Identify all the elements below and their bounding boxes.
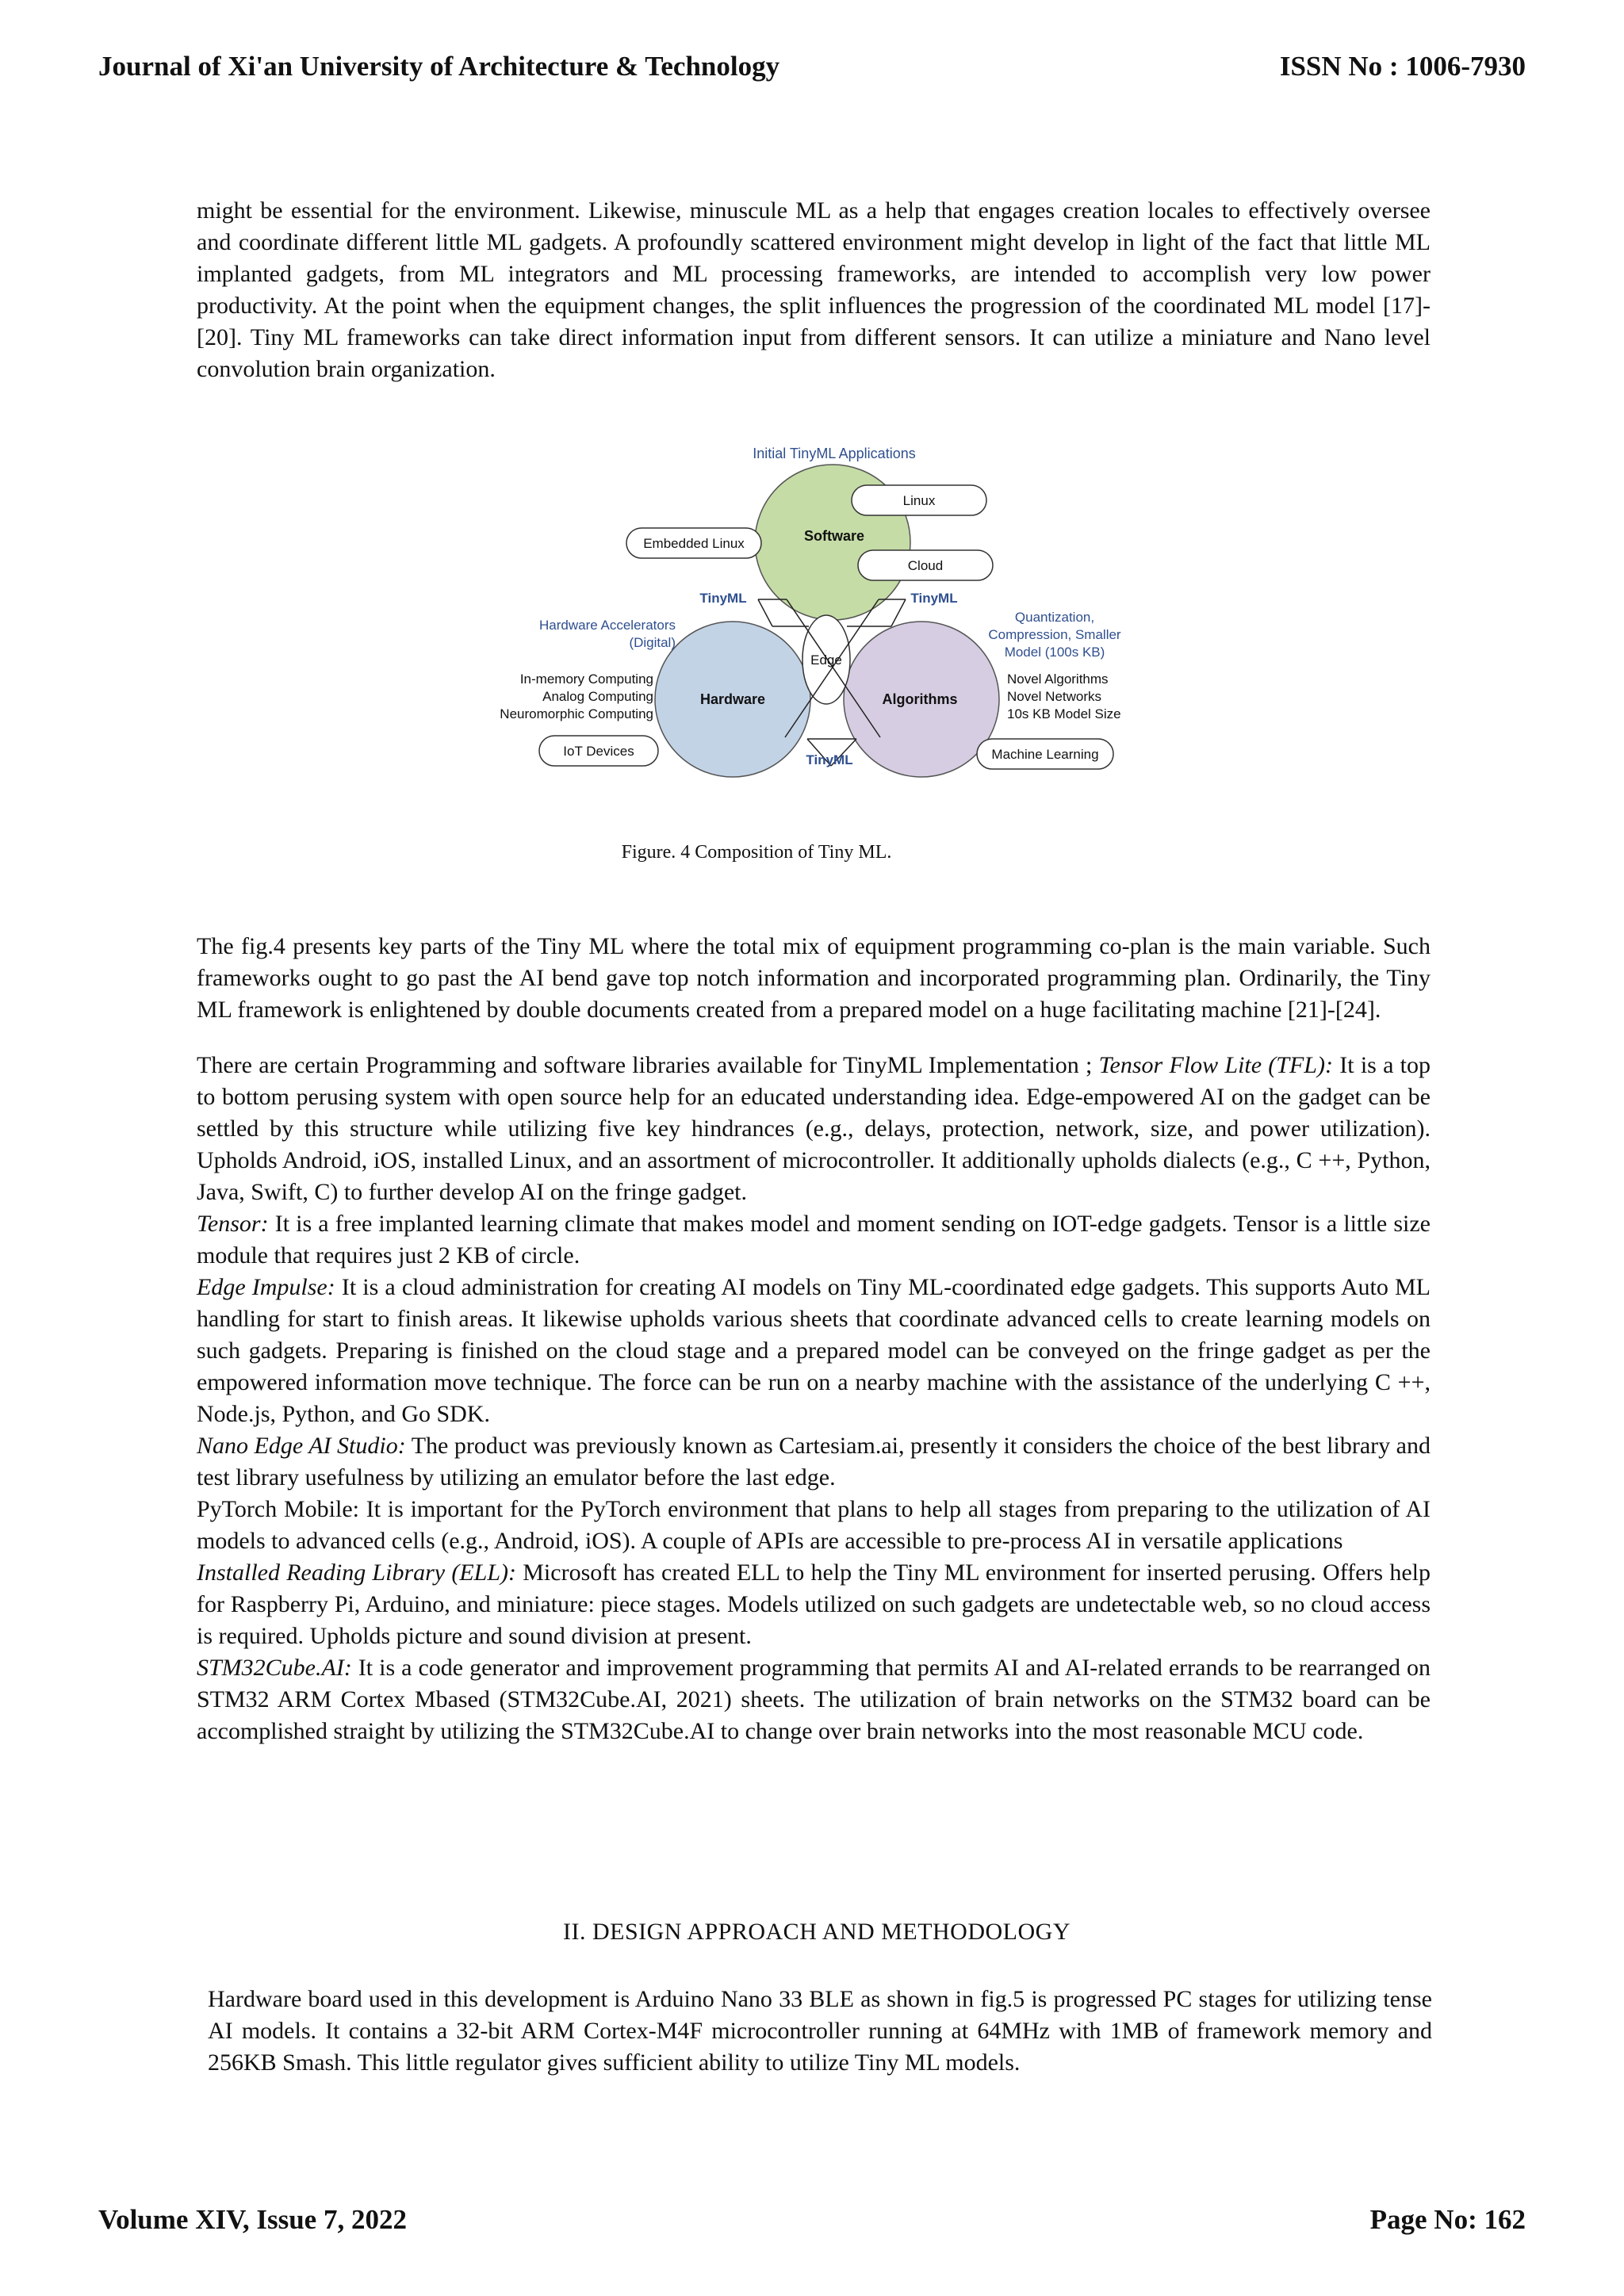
- tinyml-left-label: TinyML: [699, 591, 747, 606]
- ell-text: Microsoft has created ELL to help the Tiny ML environment for inserted perusing. Offers help for Raspberry Pi, Arduino, and miniature: piece stages. Models utilized on such gadgets are undetectable web, so no cloud access is required. Upholds picture and sound division at present.: [197, 1559, 1431, 1649]
- body-text-top: [197, 195, 1431, 385]
- ell-name: Installed Reading Library (ELL):: [197, 1559, 517, 1586]
- tensor-paragraph: [197, 1208, 1431, 1272]
- alg-list-3: 10s KB Model Size: [1007, 706, 1121, 721]
- tensor-name: Tensor:: [197, 1211, 269, 1237]
- ell-paragraph: [197, 1557, 1431, 1652]
- tensor-text: It is a free implanted learning climate that makes model and moment sending on IOT-edge gadgets. Tensor is a little size module that requires just 2 KB of circle.: [197, 1211, 1431, 1269]
- page-header: [98, 51, 1526, 82]
- hw-list-3: Neuromorphic Computing: [500, 706, 653, 721]
- figure-tinyml-composition: [468, 438, 1166, 786]
- algorithms-label: Algorithms: [882, 691, 958, 707]
- edge-label: Edge: [810, 652, 842, 668]
- edge-impulse-text: It is a cloud administration for creating AI models on Tiny ML-coordinated edge gadgets. This supports Auto ML handling for start to finish areas. It likewise upholds various sheets that coordinate advanced cells to create learning models on such gadgets. Preparing is finished on the cloud stage and a prepared model can be conveyed on the fringe gadget as per the empowered information move technique. The force can be run on a nearby machine with the assistance of the underlying C ++, Node.js, Python, and Go SDK.: [197, 1274, 1431, 1427]
- tfl-name: Tensor Flow Lite (TFL):: [1098, 1052, 1333, 1078]
- alg-list-1: Novel Algorithms: [1007, 672, 1109, 687]
- cloud-label: Cloud: [907, 558, 944, 573]
- volume-issue: Volume XIV, Issue 7, 2022: [98, 2204, 407, 2235]
- hw-list-1: In-memory Computing: [519, 672, 653, 687]
- figure-title: Initial TinyML Applications: [753, 446, 916, 461]
- paragraph-2: The fig.4 presents key parts of the Tiny ML where the total mix of equipment programming co-plan is the main variable. Such frameworks ought to go past the AI bend gave top notch information and incorporated programming plan. Ordinarily, the Tiny ML framework is enlightened by double documents created from a prepared model on a huge facilitating machine [21]-[24].: [197, 933, 1431, 1023]
- quant-line-2: Compression, Smaller: [988, 627, 1121, 642]
- nano-edge-name: Nano Edge AI Studio:: [197, 1433, 406, 1459]
- hardware-label: Hardware: [699, 691, 766, 707]
- quant-line-1: Quantization,: [1014, 610, 1095, 625]
- hw-list-2: Analog Computing: [542, 689, 653, 704]
- body-text-design: [208, 1984, 1432, 2079]
- embedded-linux-label: Embedded Linux: [643, 536, 745, 551]
- stm32-text: It is a code generator and improvement programming that permits AI and AI-related errands to be rearranged on STM32 ARM Cortex Mbased (STM32Cube.AI, 2021) sheets. The utilization of brain networks on the STM32 board can be accomplished straight by utilizing the STM32Cube.AI to change over brain networks into the most reasonable MCU code.: [197, 1655, 1431, 1744]
- pytorch-paragraph: PyTorch Mobile: It is important for the PyTorch environment that plans to help all stages from preparing to the utilization of AI models to advanced cells (e.g., Android, iOS). A couple of APIs are accessible to pre-process AI in versatile applications: [197, 1496, 1431, 1554]
- libraries-paragraph: [197, 1050, 1431, 1208]
- issn: ISSN No : 1006-7930: [1279, 51, 1526, 82]
- page-number: Page No: 162: [1369, 2204, 1526, 2235]
- hw-accel-line-1: Hardware Accelerators: [539, 618, 676, 633]
- nano-edge-text: The product was previously known as Cartesiam.ai, presently it considers the choice of the best library and test library usefulness by utilizing an emulator before the last edge.: [197, 1433, 1431, 1490]
- tfl-text: It is a top to bottom perusing system with open source help for an educated understanding idea. Edge-empowered AI on the gadget can be settled by this structure while utilizing five key hindrances (e.g., delays, protection, network, size, and power utilization). Upholds Android, iOS, installed Linux, and an assortment of microcontroller. It additionally upholds dialects (e.g., C ++, Python, Java, Swift, C) to further develop AI on the fringe gadget.: [197, 1052, 1431, 1205]
- edge-impulse-name: Edge Impulse:: [197, 1274, 335, 1300]
- tinyml-right-label: TinyML: [910, 591, 958, 606]
- quant-line-3: Model (100s KB): [1004, 645, 1105, 660]
- body-text-middle: [197, 931, 1431, 1747]
- machine-learning-label: Machine Learning: [991, 747, 1099, 762]
- nano-edge-paragraph: [197, 1430, 1431, 1494]
- linux-label: Linux: [902, 493, 936, 508]
- paragraph-1: might be essential for the environment. Likewise, minuscule ML as a help that engages creation locales to effectively oversee and coordinate different little ML gadgets. A profoundly scattered environment might develop in light of the fact that little ML implanted gadgets, from ML integrators and ML processing frameworks, are intended to accomplish very low power productivity. At the point when the equipment changes, the split influences the progression of the coordinated ML model [17]-[20]. Tiny ML frameworks can take direct information input from different sensors. It can utilize a miniature and Nano level convolution brain organization.: [197, 197, 1431, 382]
- journal-title: Journal of Xi'an University of Architecture & Technology: [98, 51, 780, 82]
- page-footer: [98, 2204, 1526, 2236]
- figure-caption: Figure. 4 Composition of Tiny ML.: [621, 842, 892, 863]
- section-heading: II. DESIGN APPROACH AND METHODOLOGY: [562, 1919, 1071, 1945]
- edge-impulse-paragraph: [197, 1272, 1431, 1430]
- software-label: Software: [803, 528, 865, 544]
- tinyml-diagram: [468, 438, 1166, 786]
- libraries-intro: There are certain Programming and software libraries available for TinyML Implementation ;: [197, 1052, 1099, 1078]
- hw-accel-line-2: (Digital): [629, 635, 676, 650]
- iot-devices-label: IoT Devices: [563, 744, 634, 759]
- stm32-paragraph: [197, 1652, 1431, 1747]
- paragraph-design: Hardware board used in this development is Arduino Nano 33 BLE as shown in fig.5 is progressed PC stages for utilizing tense AI models. It contains a 32-bit ARM Cortex-M4F microcontroller running at 64MHz with 1MB of framework memory and 256KB Smash. This little regulator gives sufficient ability to utilize Tiny ML models.: [208, 1986, 1432, 2076]
- stm32-name: STM32Cube.AI:: [197, 1655, 352, 1681]
- alg-list-2: Novel Networks: [1007, 689, 1102, 704]
- tinyml-bottom-label: TinyML: [806, 752, 853, 767]
